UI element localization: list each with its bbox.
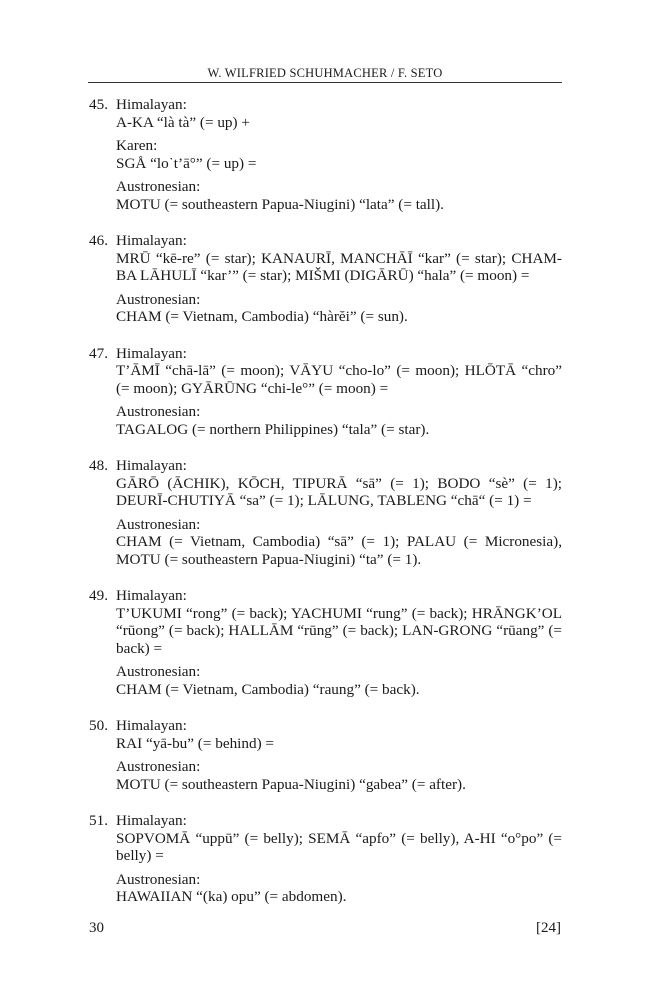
language-label: Himalayan: (116, 457, 187, 474)
entry-body (116, 717, 562, 793)
language-group (116, 717, 562, 752)
language-label: Austronesian: (116, 290, 201, 308)
language-label: Austronesian: (116, 403, 201, 420)
word-forms: T’ĀMĪ “chā-lā” (= moon); VĀYU “cho-lo” (= moon); HLŌTĀ “chro” (= moon); GYĀRŪNG “chi-le°” (= moon) = (116, 362, 562, 397)
language-group (116, 871, 562, 906)
word-forms: CHAM (= Vietnam, Cambodia) “hàrĕi” (= sun). (116, 308, 408, 325)
entry-number: 51. (89, 812, 108, 829)
entry-body (116, 345, 562, 439)
word-forms: TAGALOG (= northern Philippines) “tala” (= star). (116, 420, 430, 438)
language-label: Austronesian: (116, 515, 201, 533)
entry-number: 45. (89, 96, 108, 113)
language-group (116, 345, 562, 398)
language-label: Himalayan: (116, 344, 187, 362)
entry (0, 587, 645, 698)
word-forms: MRŪ “kē-re” (= star); KANAURĪ, MANCHĀĪ “kar” (= star); CHAM-BA LĀHULĪ “kar’” (= star); MIŠMI (DIGĀRŪ) “hala” (= moon) = (116, 249, 562, 284)
language-group (116, 758, 562, 793)
entry-number: 49. (89, 587, 108, 604)
page-reference: [24] (536, 920, 561, 936)
language-label: Austronesian: (116, 663, 201, 680)
word-forms: CHAM (= Vietnam, Cambodia) “raung” (= back). (116, 680, 420, 698)
entry-body (116, 457, 562, 568)
language-label: Austronesian: (116, 178, 201, 195)
language-label: Austronesian: (116, 870, 201, 888)
language-label: Himalayan: (116, 812, 187, 829)
word-forms: CHAM (= Vietnam, Cambodia) “sā” (= 1); PALAU (= Micronesia), MOTU (= southeastern Papua-Niugini) “ta” (= 1). (116, 533, 562, 568)
word-forms: HAWAIIAN “(ka) opu” (= abdomen). (116, 888, 347, 905)
entry (0, 96, 645, 213)
entry (0, 232, 645, 326)
language-label: Karen: (116, 137, 158, 154)
word-forms: SGÅ “lo˙t’ā°” (= up) = (116, 154, 257, 172)
entry (0, 457, 645, 568)
page-number: 30 (89, 920, 104, 936)
entry (0, 812, 645, 906)
language-group (116, 516, 562, 569)
language-group (116, 663, 562, 698)
language-group (116, 291, 562, 326)
entries-list (0, 96, 645, 925)
entry-number: 50. (89, 717, 108, 734)
entry-body (116, 812, 562, 906)
header-rule (88, 82, 562, 83)
word-forms: SOPVOMĀ “uppū” (= belly); SEMĀ “apfo” (= belly), A-HI “o°po” (= belly) = (116, 829, 562, 864)
word-forms: MOTU (= southeastern Papua-Niugini) “lata” (= tall). (116, 195, 444, 213)
language-group (116, 587, 562, 657)
word-forms: A-KA “là tà” (= up) + (116, 113, 250, 131)
language-label: Austronesian: (116, 758, 201, 775)
language-label: Himalayan: (116, 96, 187, 113)
word-forms: RAI “yā-bu” (= behind) = (116, 734, 274, 752)
language-label: Himalayan: (116, 587, 187, 604)
language-group (116, 403, 562, 438)
word-forms: GĀRŌ (ĀCHIK), KŌCH, TIPURĀ “sā” (= 1); BODO “sè” (= 1); DEURĪ-CHUTIYĀ “sa” (= 1); LĀLUNG, TABLENG “chā“ (= 1) = (116, 474, 562, 509)
entry (0, 717, 645, 793)
language-group (116, 232, 562, 285)
entry-body (116, 587, 562, 698)
word-forms: MOTU (= southeastern Papua-Niugini) “gabea” (= after). (116, 775, 466, 793)
entry-number: 46. (89, 232, 108, 249)
language-label: Himalayan: (116, 717, 187, 734)
language-group (116, 812, 562, 865)
entry-body (116, 232, 562, 326)
word-forms: T’UKUMI “rong” (= back); YACHUMI “rung” (= back); HRĀNGK’OL “rūong” (= back); HALLĀM “rūng” (= back); LAN-GRONG “rūang” (= back) = (116, 604, 562, 657)
language-group (116, 178, 562, 213)
running-head: W. WILFRIED SCHUHMACHER / F. SETO (207, 66, 443, 80)
entry (0, 345, 645, 439)
entry-number: 48. (89, 457, 108, 474)
language-group (116, 457, 562, 510)
entry-body (116, 96, 562, 213)
language-group (116, 96, 562, 131)
language-group (116, 137, 562, 172)
language-label: Himalayan: (116, 232, 187, 249)
entry-number: 47. (89, 344, 108, 362)
